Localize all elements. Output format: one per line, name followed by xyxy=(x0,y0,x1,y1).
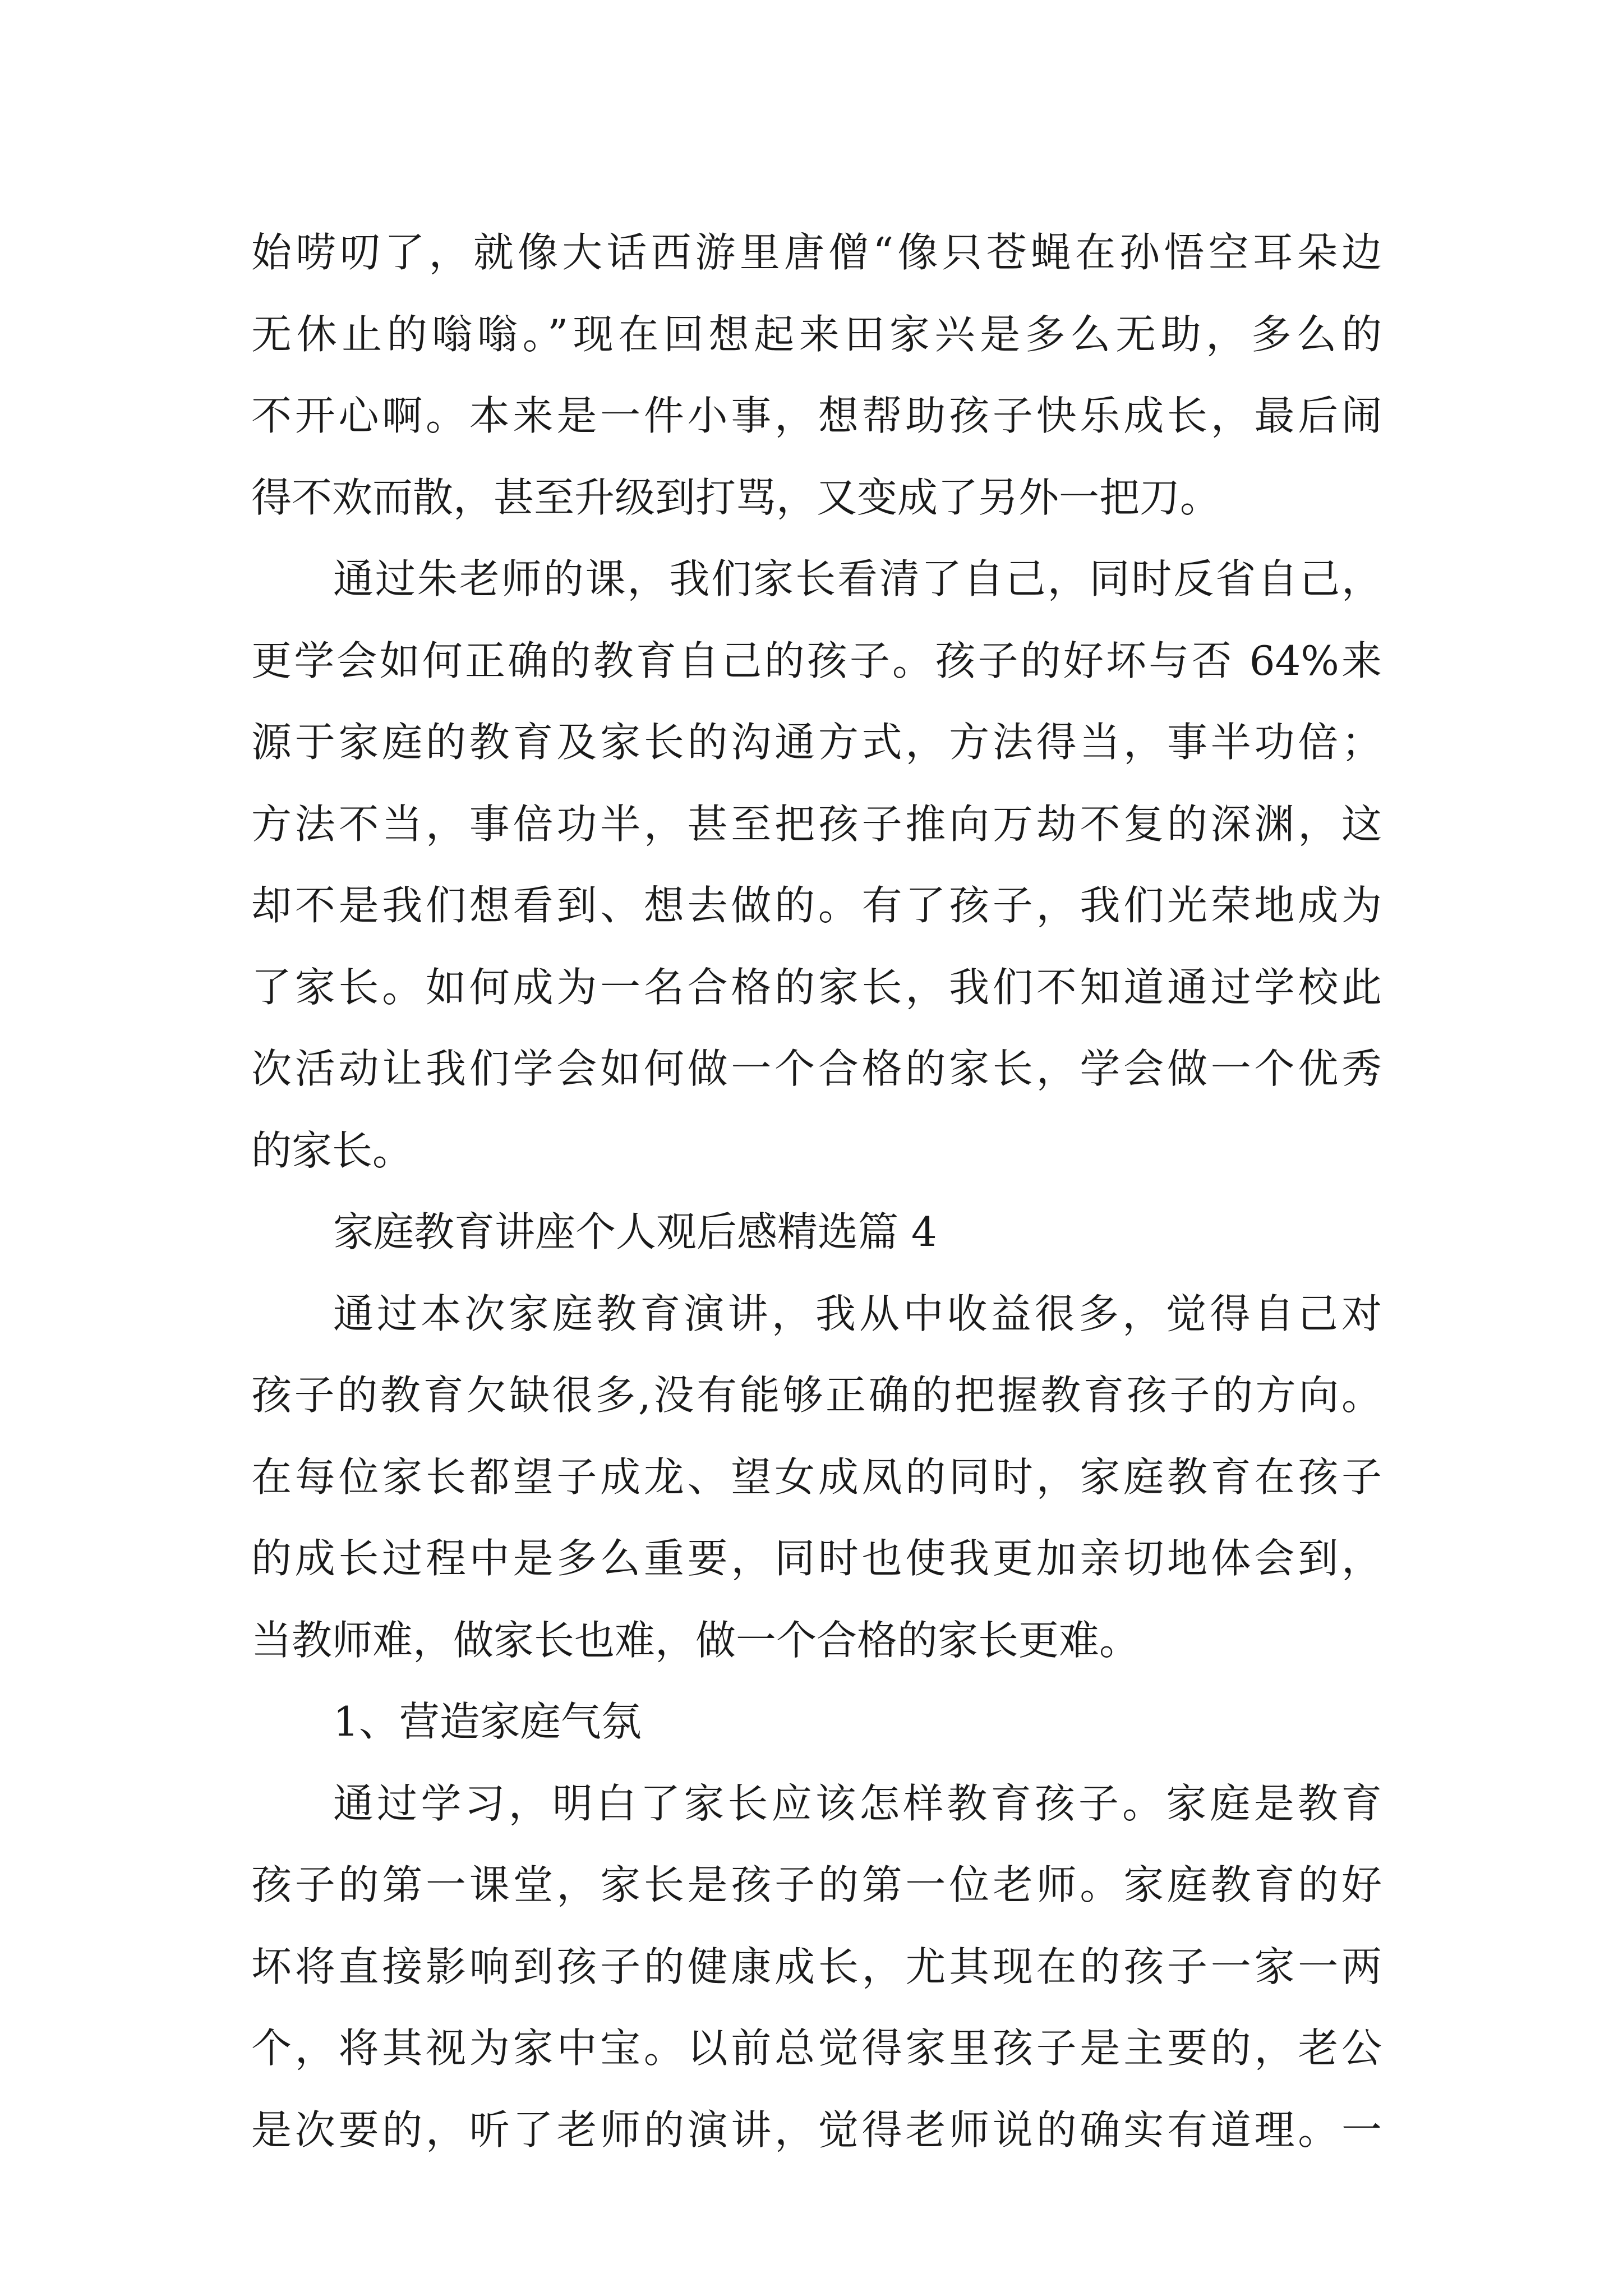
text-line: 更学会如何正确的教育自己的孩子。孩子的好坏与否 64%来 xyxy=(251,637,1382,684)
text-line: 在每位家长都望子成龙、望女成凤的同时，家庭教育在孩子 xyxy=(251,1453,1382,1501)
text-line: 的家长。 xyxy=(251,1126,413,1174)
text-line: 是次要的，听了老师的演讲，觉得老师说的确实有道理。一 xyxy=(251,2106,1382,2154)
text-line: 通过本次家庭教育演讲，我从中收益很多，觉得自己对 xyxy=(333,1290,1382,1337)
text-line: 始唠叨了，就像大话西游里唐僧“像只苍蝇在孙悟空耳朵边 xyxy=(251,229,1382,276)
section-heading: 家庭教育讲座个人观后感精选篇 4 xyxy=(333,1208,937,1255)
text-line: 源于家庭的教育及家长的沟通方式，方法得当，事半功倍； xyxy=(251,719,1382,766)
text-line: 当教师难，做家长也难，做一个合格的家长更难。 xyxy=(251,1616,1140,1664)
text-line: 坏将直接影响到孩子的健康成长，尤其现在的孩子一家一两 xyxy=(251,1943,1382,1990)
text-line: 无休止的嗡嗡。”现在回想起来田家兴是多么无助，多么的 xyxy=(251,310,1382,358)
text-line: 得不欢而散，甚至升级到打骂，又变成了另外一把刀。 xyxy=(251,473,1221,521)
text-line: 方法不当，事倍功半，甚至把孩子推向万劫不复的深渊，这 xyxy=(251,800,1382,848)
body-text xyxy=(251,212,1382,2171)
text-line: 个，将其视为家中宝。以前总觉得家里孩子是主要的，老公 xyxy=(251,2024,1382,2072)
text-line: 孩子的第一课堂，家长是孩子的第一位老师。家庭教育的好 xyxy=(251,1861,1382,1908)
text-line: 通过朱老师的课，我们家长看清了自己，同时反省自己， xyxy=(333,555,1382,602)
text-line: 了家长。如何成为一名合格的家长，我们不知道通过学校此 xyxy=(251,963,1382,1011)
text-line: 通过学习，明白了家长应该怎样教育孩子。家庭是教育 xyxy=(333,1779,1382,1827)
text-line: 却不是我们想看到、想去做的。有了孩子，我们光荣地成为 xyxy=(251,882,1382,929)
subsection-heading: 1、营造家庭气氛 xyxy=(333,1698,642,1745)
text-line: 不开心啊。本来是一件小事，想帮助孩子快乐成长，最后闹 xyxy=(251,392,1382,439)
text-line: 孩子的教育欠缺很多,没有能够正确的把握教育孩子的方向。 xyxy=(251,1372,1382,1419)
text-line: 的成长过程中是多么重要，同时也使我更加亲切地体会到， xyxy=(251,1535,1382,1582)
text-line: 次活动让我们学会如何做一个合格的家长，学会做一个优秀 xyxy=(251,1045,1382,1092)
